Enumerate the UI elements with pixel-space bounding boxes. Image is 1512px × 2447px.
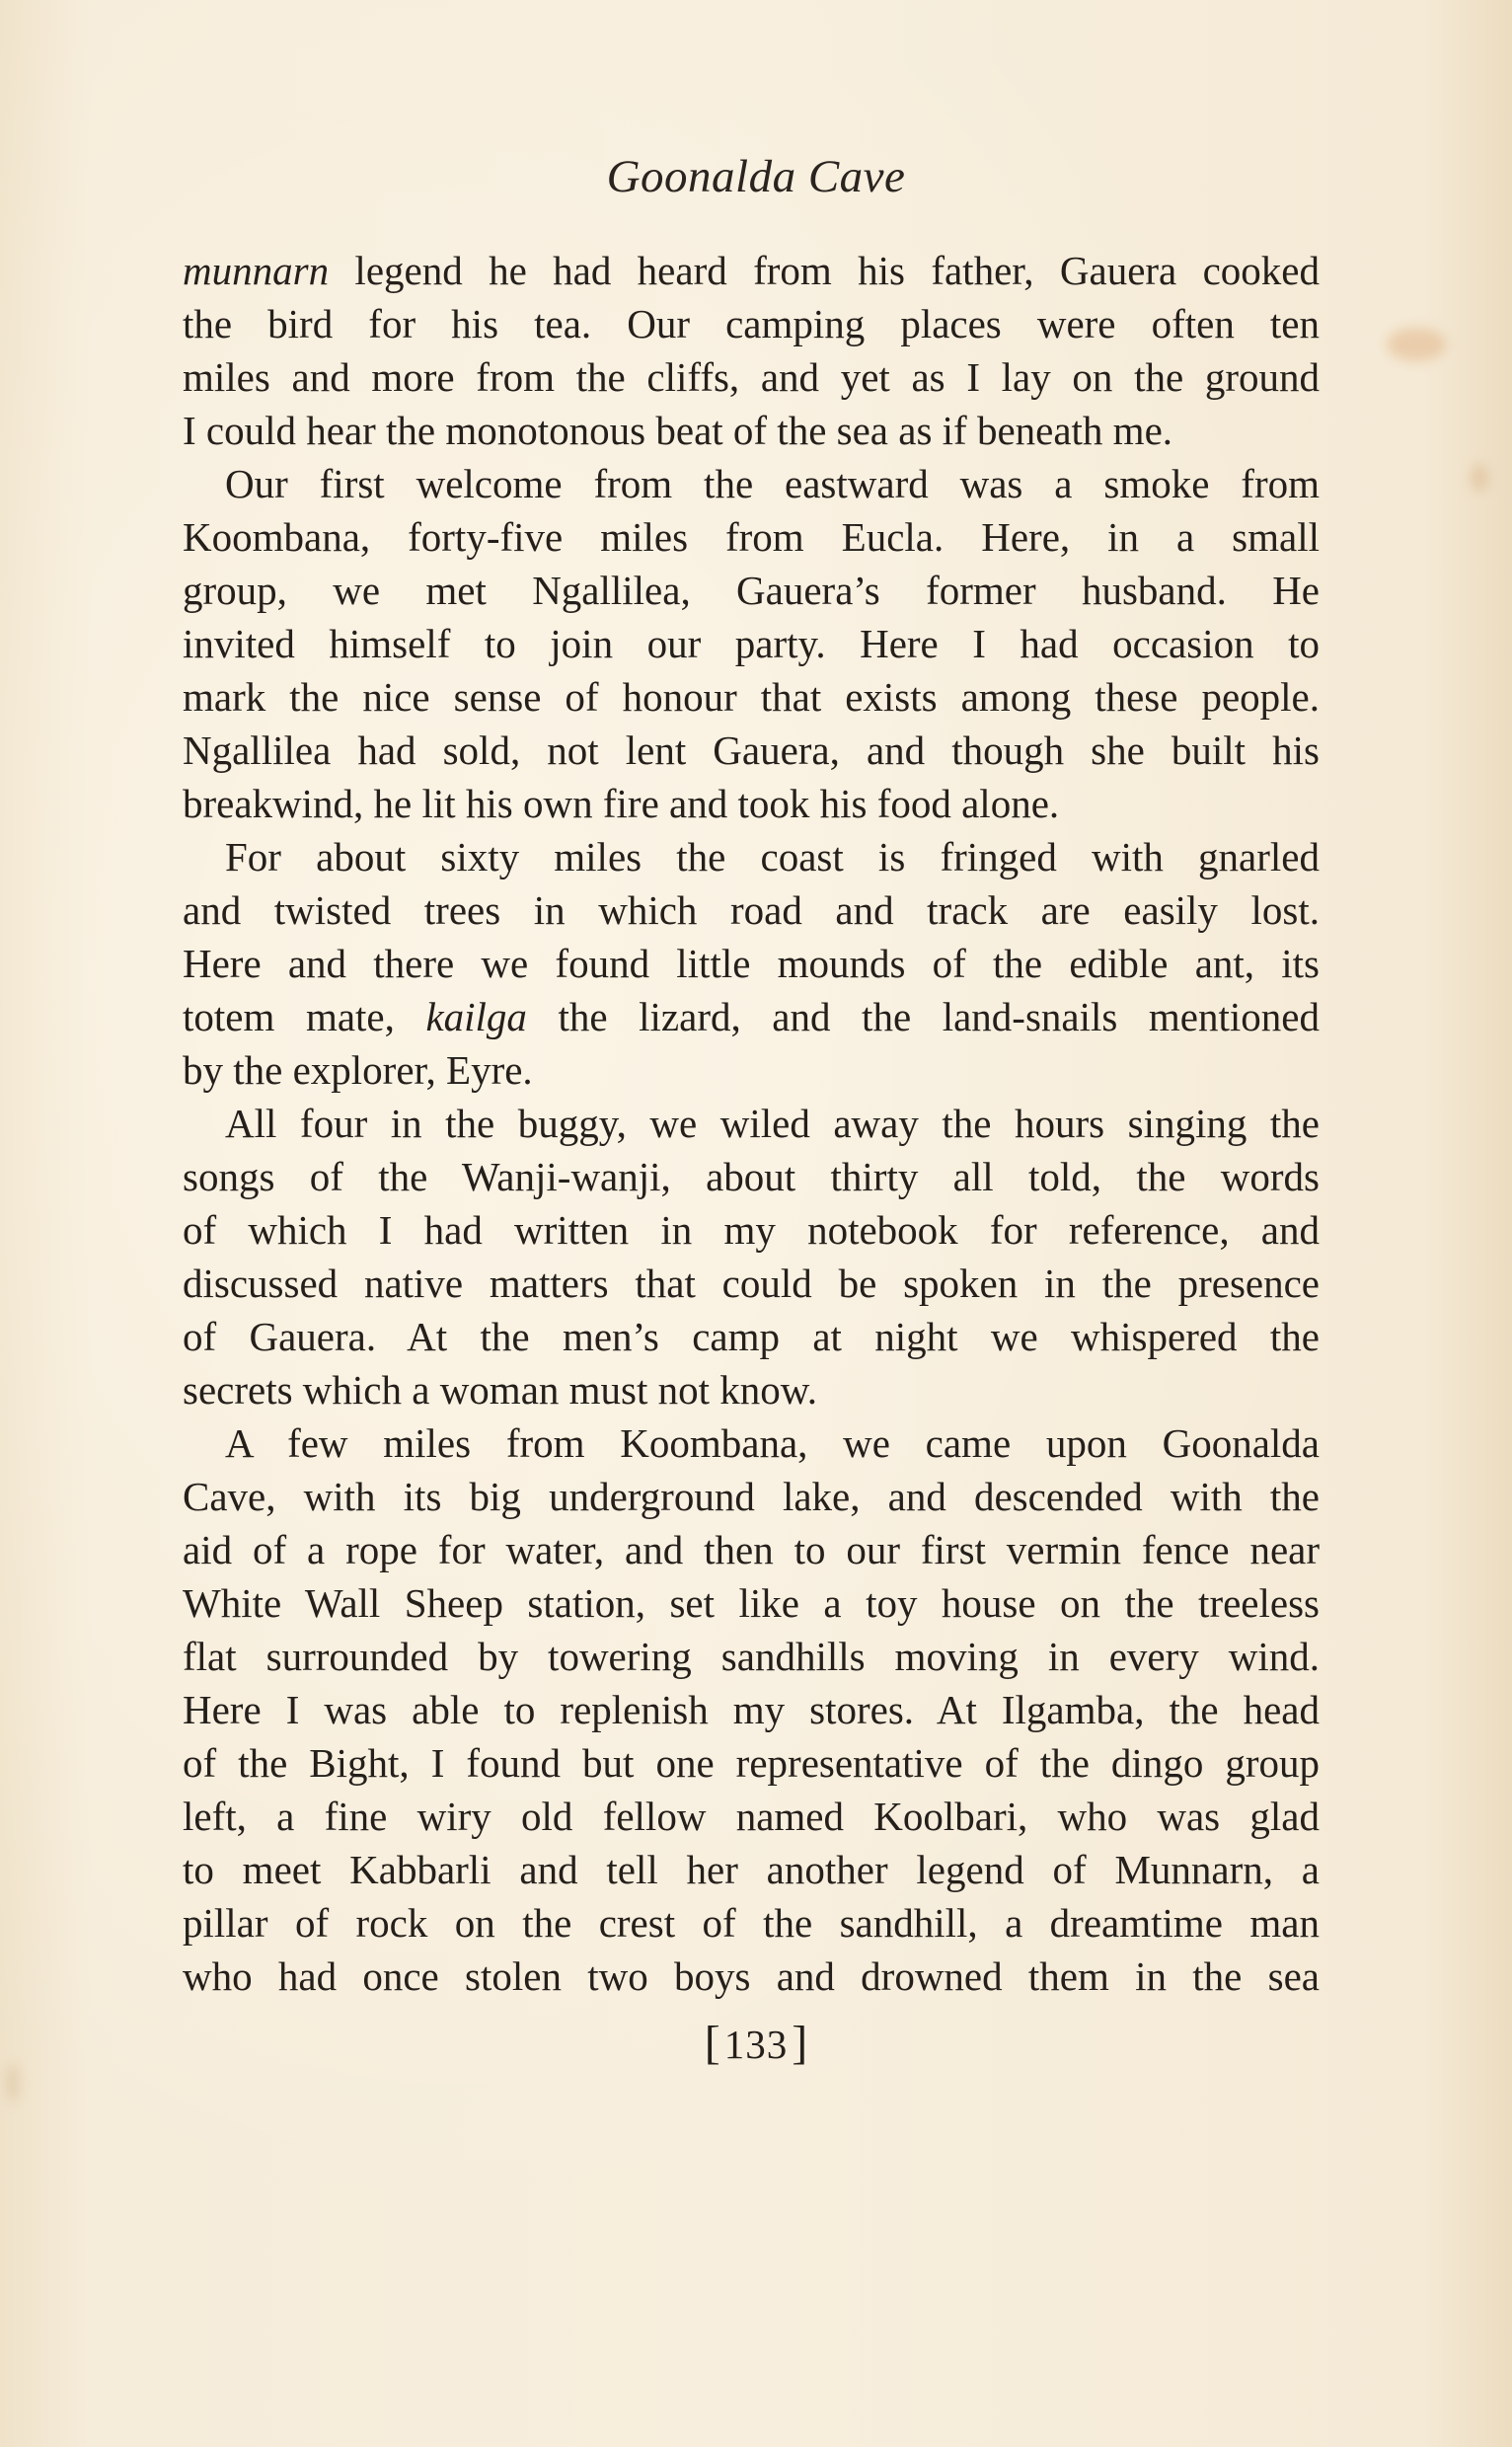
paragraph xyxy=(183,1097,1320,1416)
text-line: of the Bight, I found but one representative of the dingo group xyxy=(183,1740,1320,1786)
paper-stain xyxy=(1471,464,1488,492)
text-line: Ngallilea had sold, not lent Gauera, and though she built his xyxy=(183,727,1320,773)
text-line: discussed native matters that could be spoken in the presence xyxy=(183,1261,1320,1306)
line-text: legend he had heard from his father, Gauera cooked xyxy=(329,248,1320,293)
text-line: Koombana, forty-five miles from Eucla. Here, in a small xyxy=(183,514,1320,560)
text-line: flat surrounded by towering sandhills moving in every wind. xyxy=(183,1634,1320,1679)
text-line: breakwind, he lit his own fire and took his food alone. xyxy=(183,781,1060,826)
italic-word: kailga xyxy=(425,994,527,1039)
text-line: who had once stolen two boys and drowned them in the sea xyxy=(183,1953,1320,1999)
line-text: the lizard, and the land-snails mentioned xyxy=(526,994,1320,1039)
text-line: All four in the buggy, we wiled away the hours singing the xyxy=(225,1101,1320,1146)
page-number xyxy=(0,2016,1512,2070)
text-line: of which I had written in my notebook for reference, and xyxy=(183,1207,1320,1253)
text-line: I could hear the monotonous beat of the sea as if beneath me. xyxy=(183,408,1173,453)
italic-word: munnarn xyxy=(183,248,330,293)
paragraph xyxy=(183,830,1320,1097)
text-line: and twisted trees in which road and track are easily lost. xyxy=(183,887,1320,933)
text-line: Cave, with its big underground lake, and descended with the xyxy=(183,1474,1320,1519)
text-line: mark the nice sense of honour that exists among these people. xyxy=(183,674,1320,720)
text-line: the bird for his tea. Our camping places were often ten xyxy=(183,301,1320,346)
text-line: invited himself to join our party. Here I had occasion to xyxy=(183,621,1320,666)
paragraph xyxy=(183,244,1320,457)
text-line: pillar of rock on the crest of the sandhill, a dreamtime man xyxy=(183,1900,1320,1946)
paragraph xyxy=(183,1416,1320,2003)
line-text: totem mate, xyxy=(183,994,426,1039)
text-line: Here and there we found little mounds of the edible ant, its xyxy=(183,941,1320,986)
text-line: songs of the Wanji-wanji, about thirty all told, the words xyxy=(183,1154,1320,1199)
folio-number: 133 xyxy=(723,2022,789,2067)
text-line: of Gauera. At the men’s camp at night we whispered the xyxy=(183,1314,1320,1359)
paragraph xyxy=(183,457,1320,830)
text-line: A few miles from Koombana, we came upon Goonalda xyxy=(225,1420,1320,1466)
text-line xyxy=(183,990,1320,1043)
text-line: by the explorer, Eyre. xyxy=(183,1047,533,1093)
text-line: left, a fine wiry old fellow named Koolbari, who was glad xyxy=(183,1794,1320,1839)
folio-bracket-open: [ xyxy=(704,2017,720,2069)
text-line xyxy=(183,244,1320,297)
running-head: Goonalda Cave xyxy=(606,151,906,202)
text-line: miles and more from the cliffs, and yet as I lay on the ground xyxy=(183,354,1320,400)
text-line: Our first welcome from the eastward was a smoke from xyxy=(225,461,1320,506)
text-line: group, we met Ngallilea, Gauera’s former husband. He xyxy=(183,568,1320,613)
body-text xyxy=(183,244,1320,2003)
text-line: For about sixty miles the coast is fringed with gnarled xyxy=(225,834,1320,879)
text-line: aid of a rope for water, and then to our first vermin fence near xyxy=(183,1527,1320,1572)
text-line: Here I was able to replenish my stores. At Ilgamba, the head xyxy=(183,1687,1320,1732)
text-line: to meet Kabbarli and tell her another legend of Munnarn, a xyxy=(183,1847,1320,1892)
paper-stain xyxy=(1387,328,1446,361)
folio-bracket-close: ] xyxy=(792,2017,808,2069)
text-line: secrets which a woman must not know. xyxy=(183,1367,817,1413)
text-line: White Wall Sheep station, set like a toy house on the treeless xyxy=(183,1580,1320,1626)
